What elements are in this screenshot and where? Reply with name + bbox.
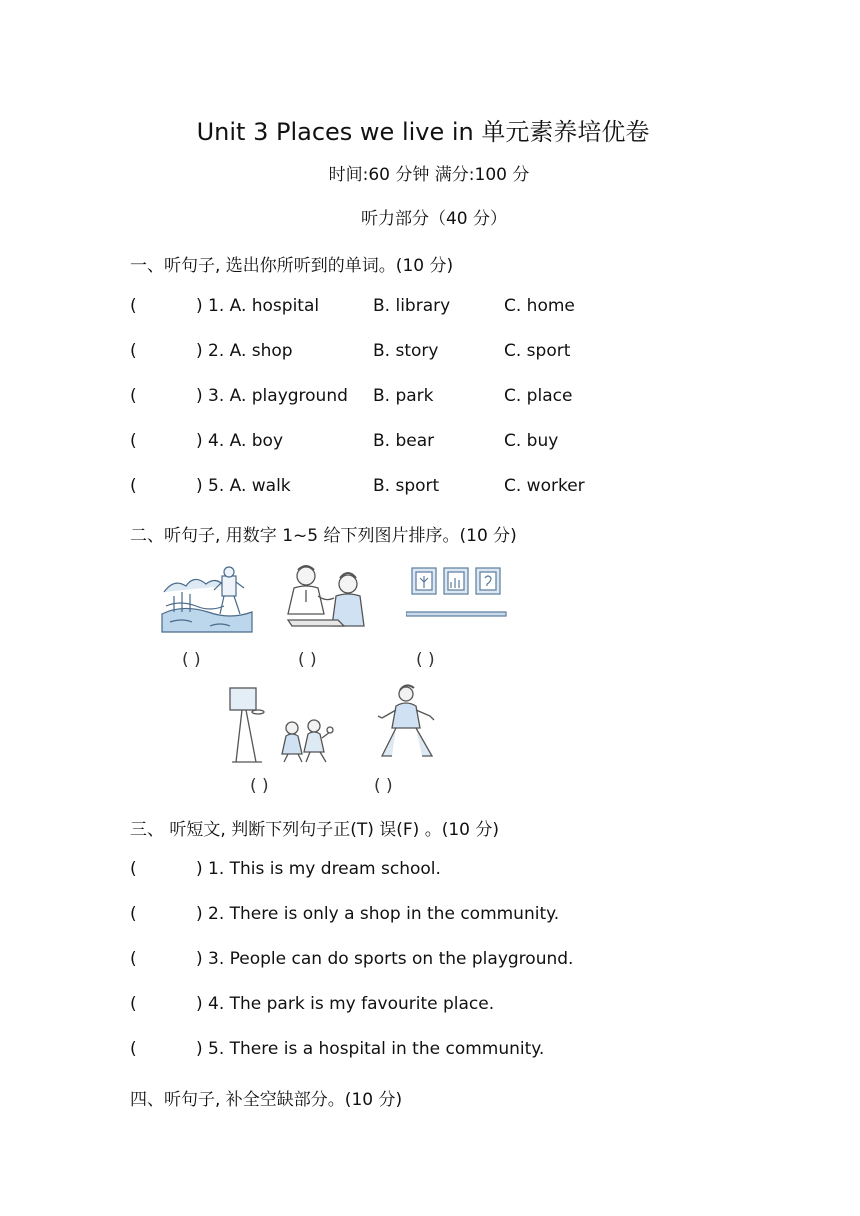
statement-text: 4. The park is my favourite place. [208,994,495,1014]
answer-paren-left: ( [130,1039,137,1059]
basketball-court-icon [228,686,336,766]
option-c: C. sport [504,341,571,361]
answer-paren-left: ( [130,296,137,316]
option-a: 2. A. shop [208,341,293,361]
answer-paren-left: ( [130,904,137,924]
answer-paren-left: ( [130,949,137,969]
option-c: C. place [504,386,573,406]
section3-heading: 三、 听短文, 判断下列句子正(T) 误(F) 。(10 分) [130,820,500,840]
picture-3-blank: ( ) [416,650,435,670]
option-c: C. home [504,296,575,316]
answer-paren-left: ( [130,386,137,406]
wall-pictures-icon [406,566,508,622]
answer-paren-left: ( [130,476,137,496]
option-c: C. worker [504,476,585,496]
answer-paren-right: ) [196,994,203,1014]
page-title: Unit 3 Places we live in 单元素养培优卷 [196,118,650,146]
option-b: B. park [373,386,434,406]
section2-heading: 二、听句子, 用数字 1~5 给下列图片排序。(10 分) [130,526,517,546]
doctor-patient-icon [284,562,372,634]
picture-4-blank: ( ) [250,776,269,796]
answer-paren-right: ) [196,904,203,924]
answer-paren-right: ) [196,341,203,361]
tai-chi-woman-icon [372,684,440,760]
time-score-info: 时间:60 分钟 满分:100 分 [328,165,530,185]
option-a: 1. A. hospital [208,296,320,316]
option-b: B. bear [373,431,435,451]
answer-paren-left: ( [130,994,137,1014]
answer-paren-right: ) [196,859,203,879]
picture-2-blank: ( ) [298,650,317,670]
park-scene-icon [160,562,256,638]
answer-paren-right: ) [196,386,203,406]
statement-text: 1. This is my dream school. [208,859,441,879]
answer-paren-right: ) [196,476,203,496]
option-b: B. story [373,341,439,361]
option-b: B. library [373,296,451,316]
statement-text: 2. There is only a shop in the community. [208,904,560,924]
option-a: 4. A. boy [208,431,284,451]
statement-text: 3. People can do sports on the playground. [208,949,574,969]
section1-heading: 一、听句子, 选出你所听到的单词。(10 分) [130,256,454,276]
section4-heading: 四、听句子, 补全空缺部分。(10 分) [130,1090,403,1110]
option-a: 3. A. playground [208,386,348,406]
option-c: C. buy [504,431,559,451]
answer-paren-right: ) [196,1039,203,1059]
answer-paren-right: ) [196,431,203,451]
picture-5-blank: ( ) [374,776,393,796]
answer-paren-right: ) [196,949,203,969]
answer-paren-left: ( [130,431,137,451]
answer-paren-right: ) [196,296,203,316]
statement-text: 5. There is a hospital in the community. [208,1039,545,1059]
answer-paren-left: ( [130,341,137,361]
option-a: 5. A. walk [208,476,291,496]
option-b: B. sport [373,476,440,496]
listening-part-header: 听力部分（40 分） [360,209,508,229]
picture-1-blank: ( ) [182,650,201,670]
answer-paren-left: ( [130,859,137,879]
